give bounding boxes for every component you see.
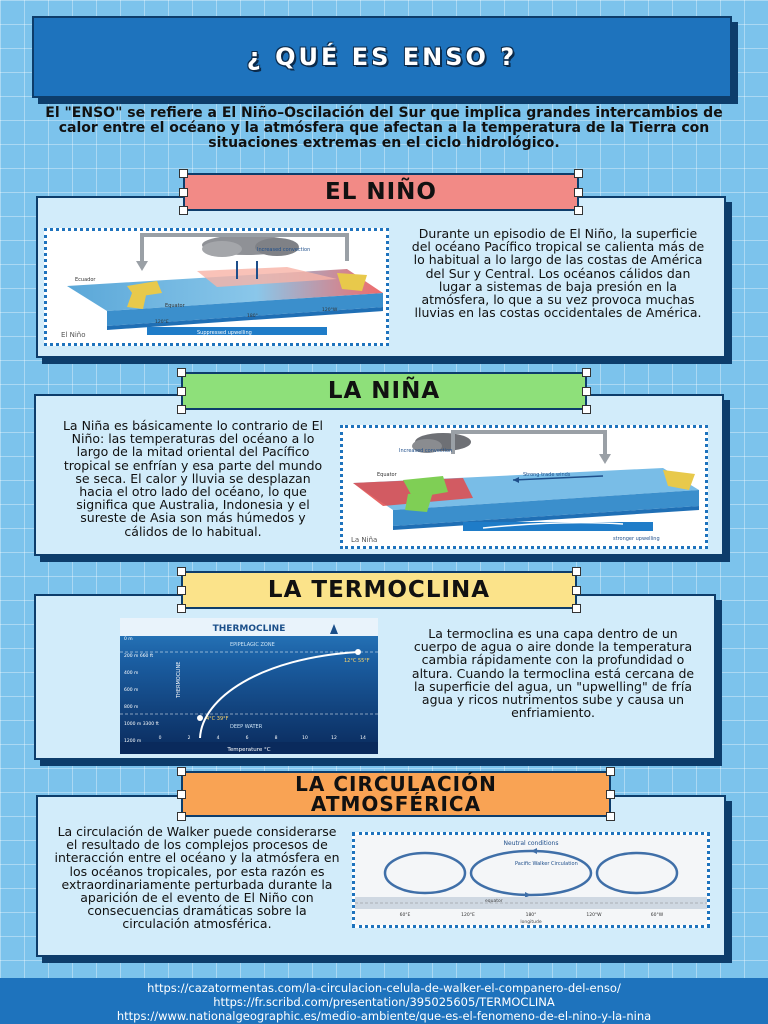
fig-label: Increased convection xyxy=(257,247,311,253)
tick-label: 120°W xyxy=(586,913,602,918)
circulacion-text: La circulación de Walker puede considerarse el resultado de los complejos procesos de interacción entre el océano y la atmósfera en los océanos tropicales, por esta razón es extraordinariamente perturbada durante la aparición de el evento de El Niño con consecuencias dramáticas sobre la circulación atmosférica. xyxy=(54,824,340,932)
tick-label: 60°W xyxy=(650,913,664,918)
tick-label: 1000 m 3300 ft xyxy=(124,722,159,727)
tick-label: 600 m xyxy=(124,688,139,693)
tick-label: 14 xyxy=(360,736,366,741)
tick-label: 120°E xyxy=(461,913,475,918)
tick-label: 4 xyxy=(216,736,220,741)
nino-diagram xyxy=(47,231,386,343)
axis-label: Temperature °C xyxy=(227,747,271,753)
source-link[interactable]: https://www.nationalgeographic.es/medio-ambiente/que-es-el-fenomeno-de-el-nino-y-la-nina xyxy=(116,1009,652,1023)
fig-label: Suppressed upwelling xyxy=(197,330,252,336)
walker-cell-arrow xyxy=(453,432,605,454)
fig-label: Ecuador xyxy=(75,277,96,283)
walker-circulation-diagram xyxy=(355,835,707,925)
tick-label: 0 m xyxy=(124,637,133,642)
circulacion-figure xyxy=(352,832,710,928)
tick-label: 800 m xyxy=(124,705,139,710)
nino-figure-caption: El Niño xyxy=(61,331,86,339)
fig-label: stronger upwelling xyxy=(613,536,660,542)
circulacion-label-line1: LA CIRCULACIÓN xyxy=(295,772,497,796)
termoclina-text: La termoclina es una capa dentro de un cuerpo de agua o aire donde la temperatura cambia rápidamente con la profundidad o altura. Cuando la termoclina está cercana de la superficie del agua, un "upwelling" de fría agua y ricos nutrimentos sube y causa un enfriamiento. xyxy=(411,626,695,721)
thermocline-diagram xyxy=(120,618,378,754)
fig-label: Equator xyxy=(377,472,397,478)
nina-text: La Niña es básicamente lo contrario de El Niño: las temperaturas del océano a lo largo de la mitad oriental del Pacífico tropical se enfrían y esa parte del mundo se seca. El calor y lluvia se desplazan hacia el otro lado del océano, lo que significa que Australia, Indonesia y el sureste de Asia son más húmedos y cálidos de lo habitual. xyxy=(62,418,324,539)
nina-label xyxy=(181,372,587,410)
nina-figure-caption: La Niña xyxy=(351,536,378,544)
equator-label: equator xyxy=(485,899,503,904)
surface-label: EPIPELAGIC ZONE xyxy=(230,642,275,648)
page-title: ¿ QUÉ ES ENSO ? xyxy=(246,43,518,71)
nino-label-text: EL NIÑO xyxy=(325,179,437,205)
nina-label-text: LA NIÑA xyxy=(327,378,441,404)
tick-label: 12 xyxy=(331,736,337,741)
circulation-title: Neutral conditions xyxy=(503,840,559,847)
nina-diagram xyxy=(343,428,705,546)
sources-footer xyxy=(0,978,768,1024)
fig-label: Increased convection xyxy=(399,448,453,454)
longitude-label: longitude xyxy=(520,920,542,925)
tick-label: 10 xyxy=(302,736,308,741)
tick-label: 6 xyxy=(245,736,249,741)
fig-tick: 120°W xyxy=(322,308,338,313)
tick-label: 2 xyxy=(187,736,191,741)
source-link[interactable]: https://fr.scribd.com/presentation/395025605/TERMOCLINA xyxy=(213,995,555,1009)
fig-tick: 120°E xyxy=(155,320,169,325)
fig-label: Equator xyxy=(165,303,185,309)
tick-label: 0 xyxy=(158,736,162,741)
curve-label: THERMOCLINE xyxy=(176,661,182,698)
fig-label: Strong trade winds xyxy=(523,472,571,478)
intro-text: El "ENSO" se refiere a El Niño–Oscilación del Sur que implica grandes intercambios de calor entre el océano y la atmósfera que afectan a la temperatura de la Tierra con situaciones extremas en el ciclo hidrológico. xyxy=(45,105,723,151)
tick-label: 200 m 660 ft xyxy=(124,654,154,659)
tick-label: 180° xyxy=(525,913,537,918)
termoclina-label xyxy=(181,571,577,609)
tick-label: 60°E xyxy=(399,913,411,918)
tick-label: 400 m xyxy=(124,671,139,676)
circulacion-label xyxy=(181,771,611,817)
top-temp: 12°C 55°F xyxy=(344,658,370,664)
circulation-label: Pacific Walker Circulation xyxy=(515,861,578,867)
fig-tick: 180° xyxy=(247,314,258,319)
tick-label: 8 xyxy=(274,736,278,741)
nino-label xyxy=(183,173,579,211)
nino-text: Durante un episodio de El Niño, la superficie del océano Pacífico tropical se calienta más de lo habitual a lo largo de las costas de América del Sur y Central. Los océanos cálidos dan lugar a sistemas de baja presión en la atmósfera, lo que a su vez provoca muchas lluvias en las costas occidentales de América. xyxy=(411,226,705,321)
thermocline-title: THERMOCLINE xyxy=(212,624,286,634)
termoclina-label-text: LA TERMOCLINA xyxy=(267,577,491,603)
deep-label: DEEP WATER xyxy=(230,724,263,730)
title-banner xyxy=(32,16,732,98)
source-link[interactable]: https://cazatormentas.com/la-circulacion-celula-de-walker-el-companero-del-enso/ xyxy=(147,981,621,995)
nino-figure xyxy=(44,228,389,346)
nina-figure xyxy=(340,425,708,549)
bottom-temp: 4°C 39°F xyxy=(206,716,229,722)
tick-label: 1200 m xyxy=(124,739,142,744)
circulacion-label-line2: ATMOSFÉRICA xyxy=(310,792,482,816)
termoclina-figure xyxy=(120,618,378,754)
